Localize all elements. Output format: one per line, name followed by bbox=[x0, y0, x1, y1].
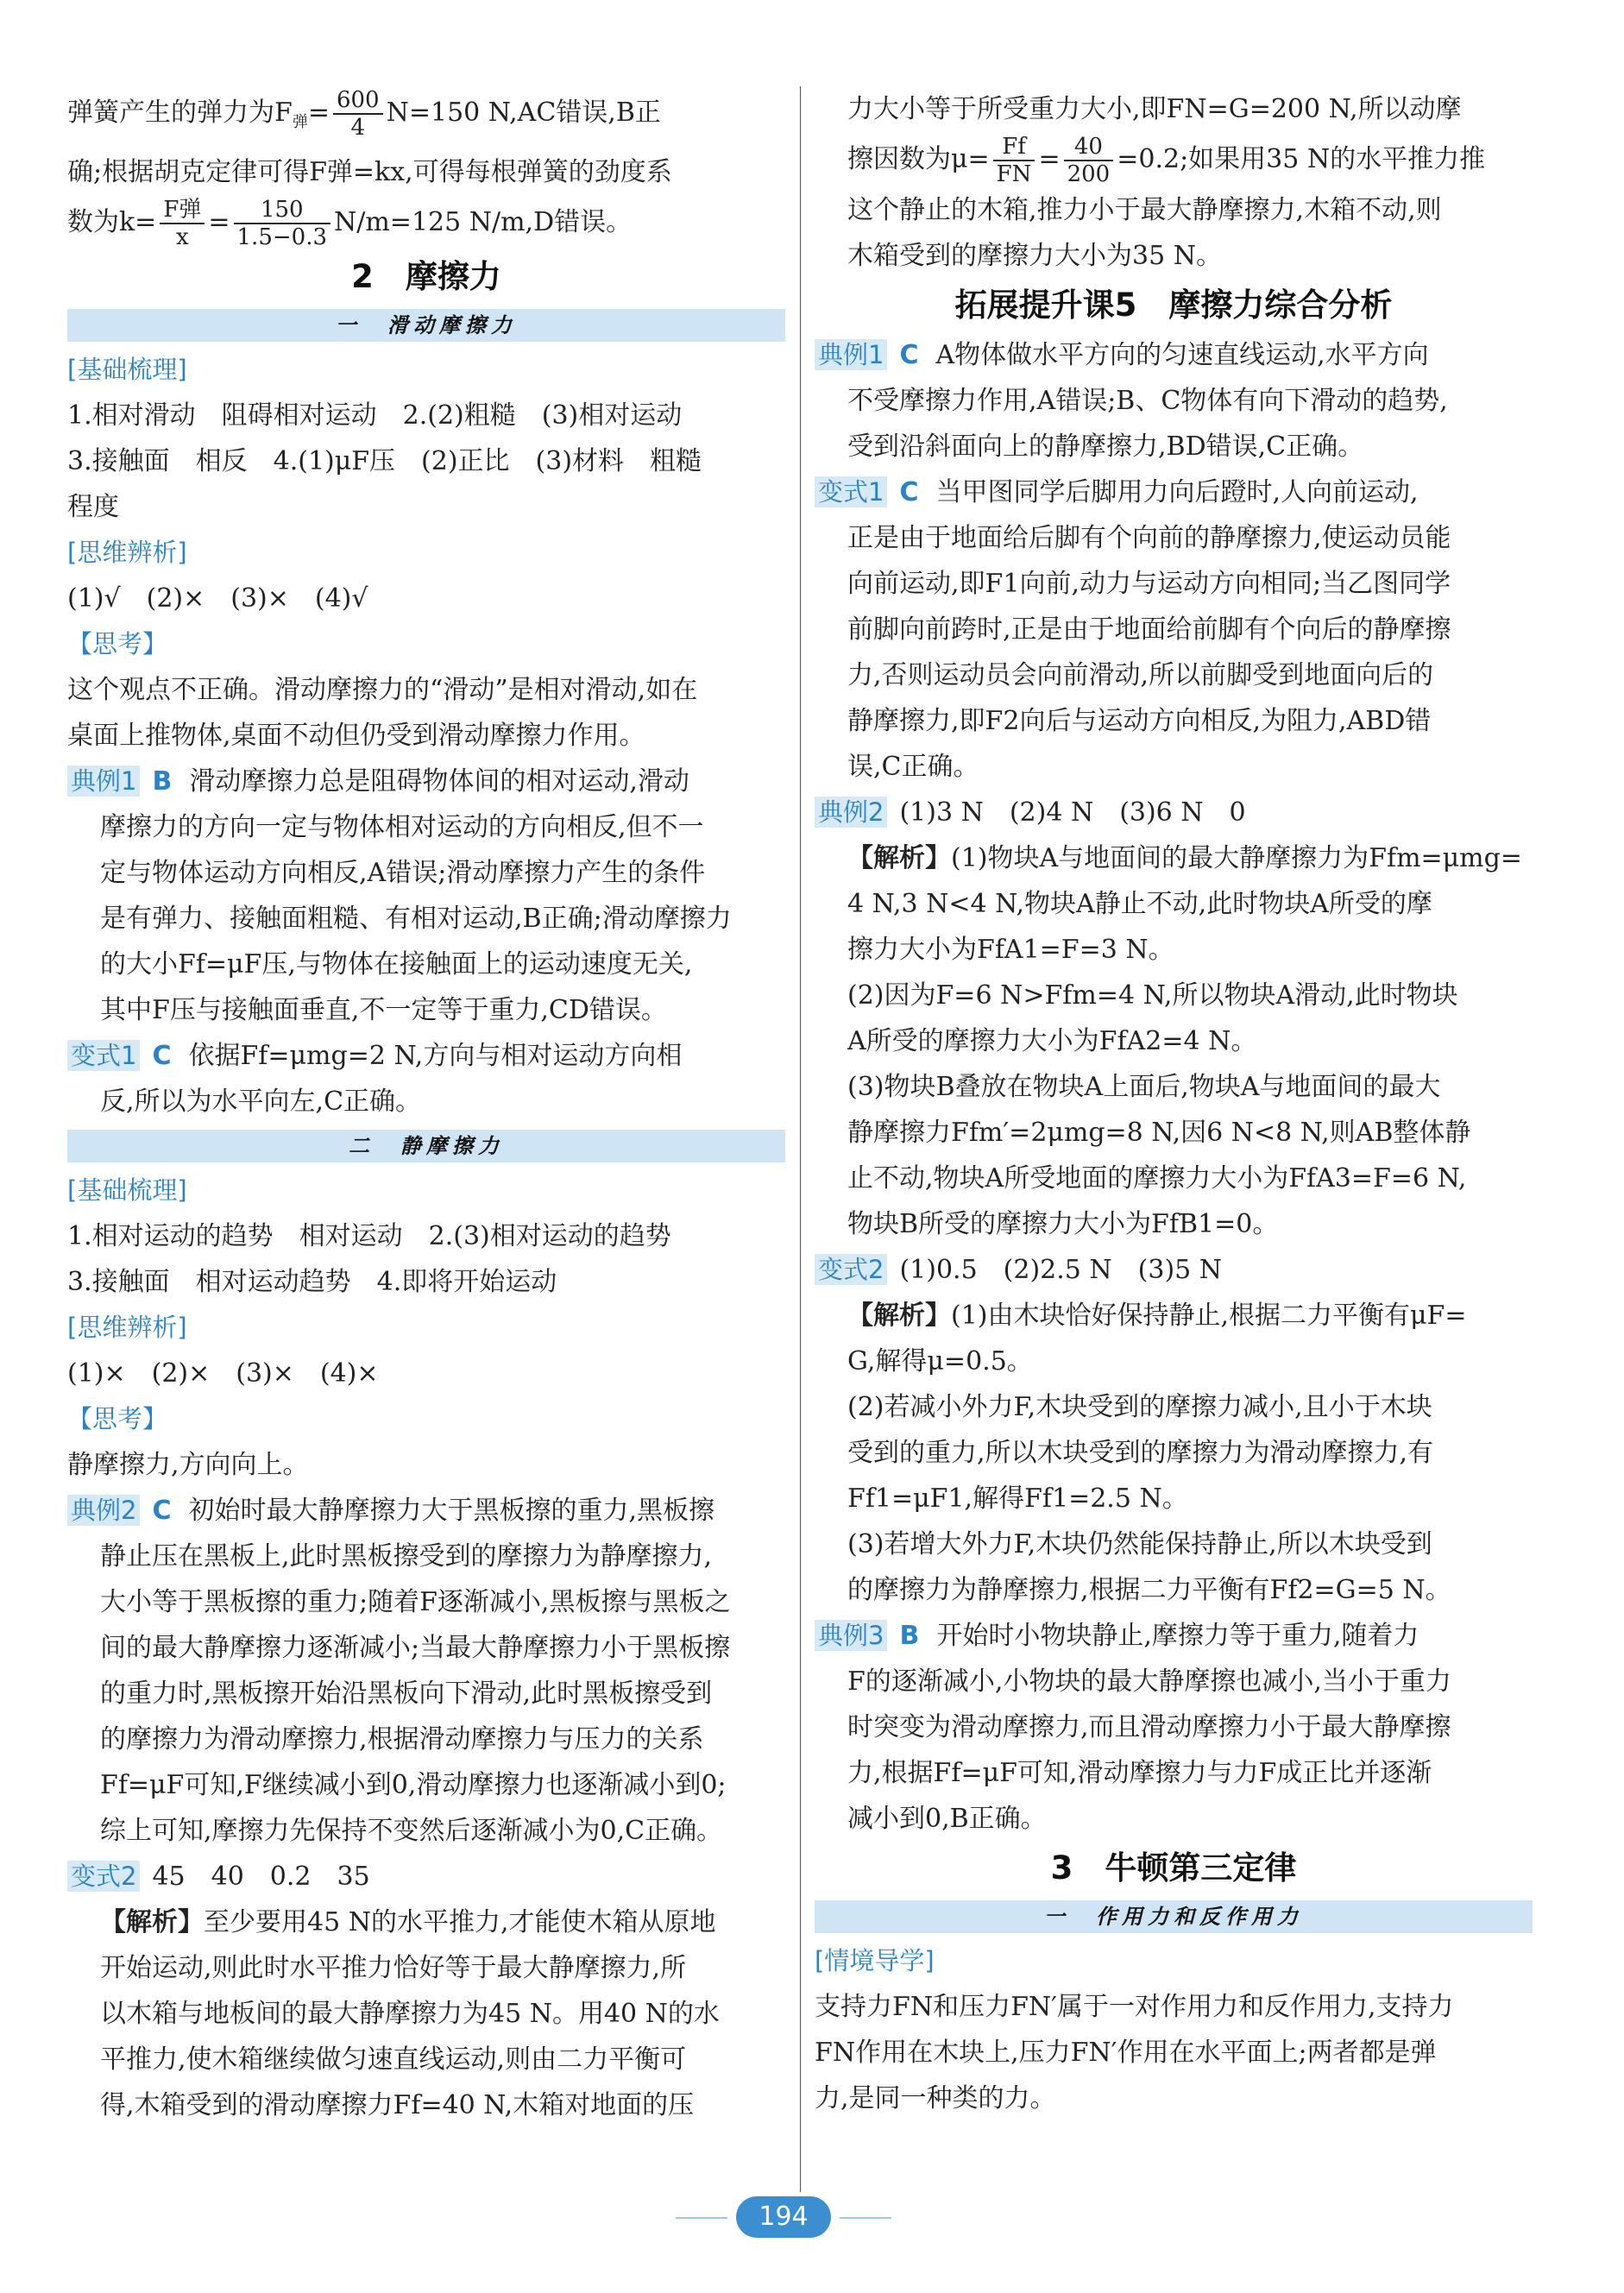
page-number: 194 bbox=[736, 2196, 831, 2238]
text: 至少要用45 N的水平推力,才能使木箱从原地 bbox=[204, 1907, 716, 1937]
variant-tag: 变式1 bbox=[815, 476, 887, 507]
text-line: 综上可知,摩擦力先保持不变然后逐渐减小为0,C正确。 bbox=[100, 1816, 723, 1846]
text: N/m=125 N/m,D错误。 bbox=[334, 207, 633, 237]
numerator: 150 bbox=[234, 197, 330, 224]
label-qingjing: [情境导学] bbox=[815, 1946, 935, 1975]
example-line bbox=[67, 759, 785, 804]
denominator: 1.5−0.3 bbox=[236, 224, 327, 250]
right-column bbox=[815, 86, 1533, 2121]
answer-letter: C bbox=[152, 1041, 172, 1071]
text-line: 前脚向前跨时,正是由于地面给前脚有个向后的静摩擦 bbox=[847, 614, 1451, 645]
text: 当甲图同学后脚用力向后蹬时,人向前运动, bbox=[935, 477, 1419, 507]
section-title: 3 牛顿第三定律 bbox=[1050, 1849, 1297, 1887]
analysis-label: 【解析】 bbox=[847, 843, 951, 873]
text: A物体做水平方向的匀速直线运动,水平方向 bbox=[935, 340, 1429, 370]
text: = bbox=[1038, 144, 1061, 174]
text-line: (2)若减小外力F,木块受到的摩擦力减小,且小于木块 bbox=[847, 1392, 1432, 1422]
text-line: 向前运动,即F1向前,动力与运动方向相同;当乙图同学 bbox=[847, 569, 1451, 599]
text: 开始时小物块静止,摩擦力等于重力,随着力 bbox=[936, 1621, 1419, 1651]
analysis-label: 【解析】 bbox=[847, 1301, 951, 1331]
example-line bbox=[67, 1488, 785, 1534]
text: =0.2;如果用35 N的水平推力推 bbox=[1117, 144, 1486, 174]
text: (1)由木块恰好保持静止,根据二力平衡有μF= bbox=[951, 1301, 1467, 1331]
text-line: 止不动,物块A所受地面的摩擦力大小为FfA3=F=6 N, bbox=[847, 1163, 1467, 1194]
subsection-band: 一 作用力和反作用力 bbox=[815, 1900, 1533, 1933]
text-line: 摩擦力的方向一定与物体相对运动的方向相反,但不一 bbox=[100, 812, 704, 842]
text-line: FN作用在木块上,压力FN′作用在水平面上;两者都是弹 bbox=[815, 2038, 1437, 2068]
answer-letter: B bbox=[899, 1621, 920, 1651]
text-line: 静摩擦力,方向向上。 bbox=[67, 1450, 309, 1480]
text: = bbox=[307, 98, 330, 128]
text-line: 减小到0,B正确。 bbox=[847, 1804, 1047, 1834]
answer-line: 程度 bbox=[67, 492, 119, 522]
text-line: (3)物块B叠放在物块A上面后,物块A与地面间的最大 bbox=[847, 1072, 1441, 1102]
denominator: 4 bbox=[350, 115, 366, 141]
page-number-rule-left bbox=[676, 2217, 727, 2219]
text-line: 反,所以为水平向左,C正确。 bbox=[100, 1087, 422, 1117]
label-siwei: [思维辨析] bbox=[67, 1313, 187, 1342]
variant-line bbox=[815, 469, 1533, 515]
text: 滑动摩擦力总是阻碍物体间的相对运动,滑动 bbox=[189, 766, 689, 797]
page-number-rule-right bbox=[840, 2217, 891, 2219]
text-line: 以木箱与地板间的最大静摩擦力为45 N。用40 N的水 bbox=[100, 1999, 720, 2029]
continuation-line: 这个静止的木箱,推力小于最大静摩擦力,木箱不动,则 bbox=[847, 195, 1442, 225]
text: 弹簧产生的弹力为F bbox=[67, 98, 293, 128]
subsection-band: 一 滑动摩擦力 bbox=[67, 309, 785, 342]
example-tag: 典例3 bbox=[815, 1620, 887, 1651]
text-line: 是有弹力、接触面粗糙、有相对运动,B正确;滑动摩擦力 bbox=[100, 904, 732, 934]
label-sikao: 【思考】 bbox=[67, 629, 168, 658]
text-line: (3)若增大外力F,木块仍然能保持静止,所以木块受到 bbox=[847, 1529, 1432, 1559]
left-column bbox=[67, 86, 785, 2128]
example-tag: 典例1 bbox=[815, 339, 887, 370]
section-title: 2 摩擦力 bbox=[351, 258, 501, 295]
text-line: 其中F压与接触面垂直,不一定等于重力,CD错误。 bbox=[100, 995, 667, 1025]
variant-tag: 变式1 bbox=[67, 1040, 140, 1071]
text-line: Ff=μF可知,F继续减小到0,滑动摩擦力也逐渐减小到0; bbox=[100, 1770, 727, 1800]
answer-line: 1.相对滑动 阻碍相对运动 2.(2)粗糙 (3)相对运动 bbox=[67, 400, 683, 431]
answer-letter: C bbox=[899, 477, 919, 507]
fraction bbox=[1064, 134, 1114, 187]
example-answers: (1)3 N (2)4 N (3)6 N 0 bbox=[899, 797, 1246, 828]
text-line: 不受摩擦力作用,A错误;B、C物体有向下滑动的趋势, bbox=[847, 386, 1448, 416]
text-line: 静摩擦力Ffm′=2μmg=8 N,因6 N<8 N,则AB整体静 bbox=[847, 1118, 1471, 1148]
variant-line bbox=[815, 1247, 1533, 1293]
text-line: 力,否则运动员会向前滑动,所以前脚受到地面向后的 bbox=[847, 660, 1434, 690]
example-line bbox=[815, 1613, 1533, 1659]
numerator: Ff bbox=[993, 134, 1035, 161]
text-line: 的大小Ff=μF压,与物体在接触面上的运动速度无关, bbox=[100, 949, 693, 980]
text-line: 这个观点不正确。滑动摩擦力的“滑动”是相对滑动,如在 bbox=[67, 675, 698, 705]
analysis-label: 【解析】 bbox=[100, 1907, 204, 1937]
answer-line: (1)× (2)× (3)× (4)× bbox=[67, 1358, 379, 1389]
section-title: 拓展提升课5 摩擦力综合分析 bbox=[954, 287, 1393, 324]
numerator: 600 bbox=[333, 87, 383, 115]
text: = bbox=[208, 207, 230, 237]
text-line: 定与物体运动方向相反,A错误;滑动摩擦力产生的条件 bbox=[100, 858, 706, 888]
text-line: 静摩擦力,即F2向后与运动方向相反,为阻力,ABD错 bbox=[847, 706, 1432, 736]
text-line: 的重力时,黑板擦开始沿黑板向下滑动,此时黑板擦受到 bbox=[100, 1679, 713, 1709]
text: N=150 N,AC错误,B正 bbox=[386, 98, 661, 128]
text-line: 擦力大小为FfA1=F=3 N。 bbox=[847, 935, 1174, 965]
numerator: F弹 bbox=[160, 197, 205, 224]
example-tag: 典例2 bbox=[815, 797, 887, 828]
label-siwei: [思维辨析] bbox=[67, 538, 187, 567]
text: 数为k= bbox=[67, 207, 157, 237]
answer-line: 3.接触面 相反 4.(1)μF压 (2)正比 (3)材料 粗糙 bbox=[67, 446, 702, 476]
answer-letter: C bbox=[899, 340, 919, 370]
variant-line bbox=[67, 1033, 785, 1079]
text-line: 支持力FN和压力FN′属于一对作用力和反作用力,支持力 bbox=[815, 1992, 1454, 2022]
fraction bbox=[234, 197, 330, 250]
text-line: 得,木箱受到的滑动摩擦力Ff=40 N,木箱对地面的压 bbox=[100, 2090, 695, 2120]
text-line: Ff1=μF1,解得Ff1=2.5 N。 bbox=[847, 1484, 1188, 1514]
variant-answers: 45 40 0.2 35 bbox=[152, 1861, 370, 1892]
text-line: 的摩擦力为静摩擦力,根据二力平衡有Ff2=G=5 N。 bbox=[847, 1575, 1451, 1605]
answer-line: 3.接触面 相对运动趋势 4.即将开始运动 bbox=[67, 1267, 557, 1297]
label-sikao: 【思考】 bbox=[67, 1404, 168, 1433]
text: (1)物块A与地面间的最大静摩擦力为Ffm=μmg= bbox=[951, 843, 1522, 873]
answer-letter: B bbox=[152, 766, 173, 797]
text: 擦因数为μ= bbox=[847, 144, 990, 174]
label-jichu: [基础梳理] bbox=[67, 355, 187, 384]
denominator: FN bbox=[996, 161, 1032, 187]
continuation-line: 木箱受到的摩擦力大小为35 N。 bbox=[847, 241, 1222, 271]
subscript: 弹 bbox=[292, 113, 308, 131]
variant-answers: (1)0.5 (2)2.5 N (3)5 N bbox=[899, 1255, 1223, 1285]
denominator: x bbox=[176, 224, 189, 250]
text-line: 受到的重力,所以木块受到的摩擦力为滑动摩擦力,有 bbox=[847, 1438, 1434, 1468]
text-line: (2)因为F=6 N>Ffm=4 N,所以物块A滑动,此时物块 bbox=[847, 980, 1458, 1011]
example-tag: 典例2 bbox=[67, 1495, 140, 1526]
text-line: 物块B所受的摩擦力大小为FfB1=0。 bbox=[847, 1209, 1279, 1239]
text: 初始时最大静摩擦力大于黑板擦的重力,黑板擦 bbox=[188, 1496, 715, 1526]
variant-tag: 变式2 bbox=[815, 1254, 887, 1285]
text: 依据Ff=μmg=2 N,方向与相对运动方向相 bbox=[188, 1041, 683, 1071]
continuation-line: 确;根据胡克定律可得F弹=kx,可得每根弹簧的劲度系 bbox=[67, 157, 672, 187]
text-line: 正是由于地面给后脚有个向前的静摩擦力,使运动员能 bbox=[847, 523, 1451, 553]
numerator: 40 bbox=[1064, 134, 1114, 161]
text-line: A所受的摩擦力大小为FfA2=4 N。 bbox=[847, 1026, 1257, 1056]
text-line: 间的最大静摩擦力逐渐减小;当最大静摩擦力小于黑板擦 bbox=[100, 1633, 731, 1663]
text-line: 桌面上推物体,桌面不动但仍受到滑动摩擦力作用。 bbox=[67, 721, 645, 751]
text-line: 误,C正确。 bbox=[847, 752, 979, 782]
text-line: 受到沿斜面向上的静摩擦力,BD错误,C正确。 bbox=[847, 432, 1364, 462]
text-line: 平推力,使木箱继续做匀速直线运动,则由二力平衡可 bbox=[100, 2044, 687, 2075]
fraction bbox=[333, 87, 383, 141]
answer-letter: C bbox=[152, 1496, 172, 1526]
text-line: 4 N,3 N<4 N,物块A静止不动,此时物块A所受的摩 bbox=[847, 889, 1432, 919]
answer-line: (1)√ (2)× (3)× (4)√ bbox=[67, 583, 368, 614]
text-line: 静止压在黑板上,此时黑板擦受到的摩擦力为静摩擦力, bbox=[100, 1541, 713, 1572]
continuation-line bbox=[67, 86, 785, 149]
subsection-band: 二 静摩擦力 bbox=[67, 1130, 785, 1162]
text-line: 时突变为滑动摩擦力,而且滑动摩擦力小于最大静摩擦 bbox=[847, 1712, 1451, 1742]
example-line bbox=[815, 332, 1533, 378]
answer-line: 1.相对运动的趋势 相对运动 2.(3)相对运动的趋势 bbox=[67, 1221, 671, 1251]
text-line: 力,是同一种类的力。 bbox=[815, 2083, 1056, 2113]
analysis-line bbox=[815, 1293, 1533, 1339]
label-jichu: [基础梳理] bbox=[67, 1175, 187, 1205]
continuation-line: 力大小等于所受重力大小,即FN=G=200 N,所以动摩 bbox=[847, 94, 1462, 124]
variant-tag: 变式2 bbox=[67, 1861, 140, 1892]
example-line bbox=[815, 790, 1533, 835]
continuation-line bbox=[67, 195, 785, 250]
analysis-line bbox=[815, 835, 1533, 881]
denominator: 200 bbox=[1067, 161, 1111, 187]
fraction bbox=[160, 197, 205, 250]
continuation-line bbox=[815, 132, 1533, 187]
variant-line bbox=[67, 1854, 785, 1899]
text-line: F的逐渐减小,小物块的最大静摩擦也减小,当小于重力 bbox=[847, 1666, 1451, 1697]
example-tag: 典例1 bbox=[67, 765, 140, 797]
text-line: 开始运动,则此时水平推力恰好等于最大静摩擦力,所 bbox=[100, 1953, 687, 1983]
analysis-line bbox=[67, 1899, 785, 1945]
text-line: 力,根据Ff=μF可知,滑动摩擦力与力F成正比并逐渐 bbox=[847, 1758, 1432, 1788]
text-line: 的摩擦力为滑动摩擦力,根据滑动摩擦力与压力的关系 bbox=[100, 1724, 704, 1754]
text-line: G,解得μ=0.5。 bbox=[847, 1346, 1033, 1376]
fraction bbox=[993, 134, 1035, 187]
column-divider bbox=[800, 86, 801, 2192]
text-line: 大小等于黑板擦的重力;随着F逐渐减小,黑板擦与黑板之 bbox=[100, 1587, 731, 1617]
